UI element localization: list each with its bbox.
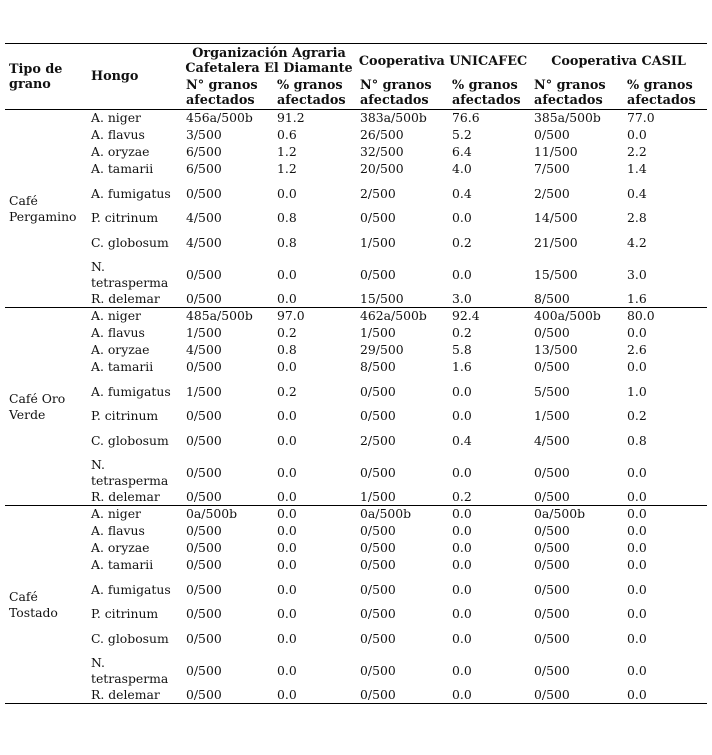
- cell-n-granos: 0/500: [186, 662, 222, 678]
- cell-n-granos: 0/500: [360, 210, 396, 225]
- cell-hongo: A. tamarii: [91, 557, 154, 572]
- cell-n-granos: 0/500: [186, 464, 222, 480]
- header-tipo-de-grano: Tipo de grano: [5, 44, 87, 110]
- cell-pct-granos: 0.4: [452, 432, 472, 448]
- table-row: [5, 523, 707, 540]
- cell-pct-granos: 0.0: [277, 606, 297, 621]
- cell-pct-granos: 92.4: [448, 308, 530, 325]
- cell-pct-granos: 0.0: [623, 506, 707, 523]
- header-n-granos: N° granos afectados: [356, 78, 448, 110]
- cell-pct-granos: 0.0: [627, 606, 647, 621]
- cell-pct-granos: 0.0: [277, 266, 297, 282]
- cell-n-granos: 0/500: [534, 606, 570, 621]
- cell-n-granos: 0/500: [360, 464, 396, 480]
- cell-pct-granos: 0.0: [277, 432, 297, 448]
- cell-n-granos: 13/500: [534, 342, 578, 357]
- table-row: [5, 110, 707, 127]
- table-row: [5, 291, 707, 308]
- cell-pct-granos: 91.2: [273, 110, 356, 127]
- cell-pct-granos: 0.0: [452, 464, 472, 480]
- header-pct-granos: % granos afectados: [448, 78, 530, 110]
- cell-n-granos: 400a/500b: [530, 308, 623, 325]
- cell-hongo: A. fumigatus: [91, 581, 171, 597]
- cell-pct-granos: 0.0: [277, 523, 297, 538]
- table-row: [5, 557, 707, 574]
- cell-pct-granos: 0.0: [273, 687, 356, 704]
- cell-n-granos: 0/500: [530, 687, 623, 704]
- cell-pct-granos: 0.0: [277, 662, 297, 678]
- header-pct-granos: % granos afectados: [623, 78, 707, 110]
- cell-n-granos: 0/500: [360, 383, 396, 399]
- cell-n-granos: 385a/500b: [530, 110, 623, 127]
- cell-n-granos: 0/500: [360, 540, 396, 555]
- cell-n-granos: 0/500: [534, 662, 570, 678]
- cell-hongo: P. citrinum: [91, 210, 159, 225]
- cell-n-granos: 7/500: [534, 161, 570, 176]
- cell-n-granos: 0/500: [360, 408, 396, 423]
- cell-pct-granos: 0.0: [623, 489, 707, 506]
- cell-pct-granos: 0.0: [277, 359, 297, 374]
- cell-hongo: C. globosum: [91, 234, 169, 250]
- cell-hongo: P. citrinum: [91, 408, 159, 423]
- cell-hongo: R. delemar: [87, 291, 182, 308]
- cell-hongo: A. flavus: [91, 127, 145, 142]
- cell-hongo: A. fumigatus: [91, 383, 171, 399]
- cell-pct-granos: 0.0: [627, 359, 647, 374]
- cell-n-granos: 1/500: [186, 325, 222, 340]
- cell-pct-granos: 0.0: [627, 540, 647, 555]
- cell-n-granos: 0/500: [186, 408, 222, 423]
- cell-n-granos: 1/500: [356, 489, 448, 506]
- table-row: [5, 540, 707, 557]
- cell-pct-granos: 0.0: [627, 464, 647, 480]
- cell-pct-granos: 0.0: [277, 630, 297, 646]
- table-header: [5, 44, 707, 110]
- cell-pct-granos: 97.0: [273, 308, 356, 325]
- cell-n-granos: 4/500: [186, 342, 222, 357]
- cell-hongo: A. flavus: [91, 325, 145, 340]
- cell-pct-granos: 1.6: [452, 359, 472, 374]
- cell-pct-granos: 6.4: [452, 144, 472, 159]
- cell-pct-granos: 1.6: [623, 291, 707, 308]
- table-row: [5, 127, 707, 144]
- cell-n-granos: 0/500: [186, 523, 222, 538]
- cell-pct-granos: 0.0: [452, 557, 472, 572]
- cell-pct-granos: 0.6: [277, 127, 297, 142]
- cell-hongo: R. delemar: [87, 687, 182, 704]
- table-row: [5, 489, 707, 506]
- cell-pct-granos: 3.0: [627, 266, 647, 282]
- cell-n-granos: 15/500: [534, 266, 578, 282]
- cell-n-granos: 1/500: [360, 325, 396, 340]
- header-hongo: Hongo: [87, 44, 182, 110]
- table-body: [5, 110, 707, 704]
- cell-pct-granos: 80.0: [623, 308, 707, 325]
- cell-pct-granos: 0.0: [273, 489, 356, 506]
- cell-pct-granos: 5.8: [452, 342, 472, 357]
- cell-n-granos: 0/500: [360, 662, 396, 678]
- cell-pct-granos: 0.0: [627, 325, 647, 340]
- table-row: [5, 425, 707, 457]
- cell-pct-granos: 0.0: [627, 630, 647, 646]
- cell-pct-granos: 0.0: [452, 581, 472, 597]
- table-row: [5, 623, 707, 655]
- cell-n-granos: 0/500: [360, 630, 396, 646]
- table-row: [5, 376, 707, 408]
- table-row: [5, 259, 707, 291]
- cell-pct-granos: 0.0: [627, 127, 647, 142]
- cell-n-granos: 32/500: [360, 144, 404, 159]
- cell-n-granos: 0/500: [186, 266, 222, 282]
- cell-pct-granos: 0.2: [627, 408, 647, 423]
- cell-hongo: A. oryzae: [91, 540, 150, 555]
- header-org-el-diamante: Organización Agraria Cafetalera El Diamante: [182, 44, 356, 79]
- cell-pct-granos: 0.2: [452, 325, 472, 340]
- cell-hongo: A. niger: [87, 506, 182, 523]
- cell-n-granos: 0/500: [534, 325, 570, 340]
- header-pct-granos: % granos afectados: [273, 78, 356, 110]
- cell-pct-granos: 1.2: [277, 144, 297, 159]
- cell-pct-granos: 0.8: [277, 234, 297, 250]
- cell-n-granos: 1/500: [534, 408, 570, 423]
- cell-pct-granos: 0.0: [627, 523, 647, 538]
- cell-n-granos: 0a/500b: [182, 506, 273, 523]
- cell-pct-granos: 0.8: [627, 432, 647, 448]
- cell-pct-granos: 0.0: [277, 185, 297, 201]
- cell-n-granos: 0/500: [534, 630, 570, 646]
- cell-n-granos: 0/500: [186, 432, 222, 448]
- cell-hongo: A. tamarii: [91, 161, 154, 176]
- cell-pct-granos: 0.0: [273, 291, 356, 308]
- cell-hongo: A. oryzae: [91, 342, 150, 357]
- cell-pct-granos: 0.0: [277, 464, 297, 480]
- cell-hongo: A. tamarii: [91, 359, 154, 374]
- table-row: [5, 408, 707, 425]
- header-n-granos: N° granos afectados: [182, 78, 273, 110]
- cell-pct-granos: 0.8: [277, 210, 297, 225]
- cell-pct-granos: 0.0: [452, 523, 472, 538]
- cell-pct-granos: 0.0: [452, 630, 472, 646]
- cell-n-granos: 0/500: [182, 687, 273, 704]
- cell-pct-granos: 0.0: [452, 408, 472, 423]
- cell-pct-granos: 0.0: [277, 540, 297, 555]
- cell-n-granos: 0a/500b: [530, 506, 623, 523]
- cell-tipo-de-grano: Café Tostado: [5, 506, 87, 704]
- cell-n-granos: 6/500: [186, 144, 222, 159]
- cell-n-granos: 14/500: [534, 210, 578, 225]
- cell-n-granos: 0a/500b: [356, 506, 448, 523]
- cell-n-granos: 0/500: [360, 606, 396, 621]
- cell-pct-granos: 5.2: [452, 127, 472, 142]
- cell-n-granos: 11/500: [534, 144, 578, 159]
- table-row: [5, 606, 707, 623]
- cell-pct-granos: 0.0: [448, 506, 530, 523]
- cell-pct-granos: 3.0: [448, 291, 530, 308]
- header-n-granos: N° granos afectados: [530, 78, 623, 110]
- table-row: [5, 210, 707, 227]
- cell-n-granos: 15/500: [356, 291, 448, 308]
- table-row: [5, 687, 707, 704]
- cell-pct-granos: 0.0: [452, 540, 472, 555]
- cell-pct-granos: 0.4: [627, 185, 647, 201]
- cell-pct-granos: 0.0: [627, 557, 647, 572]
- cell-n-granos: 3/500: [186, 127, 222, 142]
- cell-n-granos: 29/500: [360, 342, 404, 357]
- table-row: [5, 506, 707, 523]
- cell-n-granos: 485a/500b: [182, 308, 273, 325]
- cell-n-granos: 1/500: [186, 383, 222, 399]
- table-row: [5, 308, 707, 325]
- cell-pct-granos: 0.0: [627, 662, 647, 678]
- cell-n-granos: 4/500: [186, 234, 222, 250]
- cell-pct-granos: 1.4: [627, 161, 647, 176]
- cell-pct-granos: 2.2: [627, 144, 647, 159]
- cell-hongo: R. delemar: [87, 489, 182, 506]
- cell-tipo-de-grano: Café Oro Verde: [5, 308, 87, 506]
- table-row: [5, 574, 707, 606]
- cell-n-granos: 0/500: [530, 489, 623, 506]
- cell-n-granos: 0/500: [186, 185, 222, 201]
- table-row: [5, 144, 707, 161]
- cell-pct-granos: 0.0: [277, 581, 297, 597]
- cell-n-granos: 0/500: [534, 523, 570, 538]
- cell-n-granos: 0/500: [182, 291, 273, 308]
- cell-pct-granos: 2.8: [627, 210, 647, 225]
- cell-hongo: P. citrinum: [91, 606, 159, 621]
- cell-hongo: N. tetrasperma: [91, 456, 169, 488]
- cell-pct-granos: 0.0: [277, 408, 297, 423]
- table-row: [5, 359, 707, 376]
- table-row: [5, 178, 707, 210]
- cell-pct-granos: 0.0: [277, 557, 297, 572]
- cell-pct-granos: 0.4: [452, 185, 472, 201]
- cell-hongo: A. oryzae: [91, 144, 150, 159]
- table-row: [5, 655, 707, 687]
- cell-n-granos: 2/500: [534, 185, 570, 201]
- cell-pct-granos: 0.2: [277, 325, 297, 340]
- cell-hongo: C. globosum: [91, 432, 169, 448]
- cell-n-granos: 0/500: [360, 557, 396, 572]
- cell-n-granos: 456a/500b: [182, 110, 273, 127]
- cell-pct-granos: 0.0: [452, 662, 472, 678]
- cell-pct-granos: 1.2: [277, 161, 297, 176]
- cell-n-granos: 0/500: [182, 489, 273, 506]
- cell-hongo: N. tetrasperma: [91, 654, 169, 686]
- cell-hongo: A. flavus: [91, 523, 145, 538]
- cell-n-granos: 0/500: [360, 266, 396, 282]
- cell-pct-granos: 4.0: [452, 161, 472, 176]
- cell-n-granos: 0/500: [534, 540, 570, 555]
- cell-n-granos: 5/500: [534, 383, 570, 399]
- table-row: [5, 161, 707, 178]
- cell-n-granos: 4/500: [186, 210, 222, 225]
- cell-hongo: N. tetrasperma: [91, 258, 169, 290]
- table-row: [5, 457, 707, 489]
- cell-pct-granos: 0.0: [273, 506, 356, 523]
- cell-pct-granos: 1.0: [627, 383, 647, 399]
- cell-n-granos: 6/500: [186, 161, 222, 176]
- cell-n-granos: 0/500: [534, 581, 570, 597]
- cell-hongo: A. fumigatus: [91, 185, 171, 201]
- cell-pct-granos: 0.2: [448, 489, 530, 506]
- cell-n-granos: 462a/500b: [356, 308, 448, 325]
- cell-n-granos: 383a/500b: [356, 110, 448, 127]
- cell-n-granos: 0/500: [186, 557, 222, 572]
- cell-n-granos: 0/500: [186, 606, 222, 621]
- cell-n-granos: 1/500: [360, 234, 396, 250]
- cell-n-granos: 26/500: [360, 127, 404, 142]
- cell-n-granos: 20/500: [360, 161, 404, 176]
- cell-pct-granos: 0.0: [627, 581, 647, 597]
- cell-n-granos: 0/500: [186, 359, 222, 374]
- cell-hongo: A. niger: [87, 110, 182, 127]
- cell-hongo: C. globosum: [91, 630, 169, 646]
- cell-n-granos: 0/500: [534, 464, 570, 480]
- table-row: [5, 342, 707, 359]
- cell-n-granos: 0/500: [356, 687, 448, 704]
- cell-pct-granos: 2.6: [627, 342, 647, 357]
- cell-n-granos: 0/500: [534, 127, 570, 142]
- cell-pct-granos: 0.0: [452, 606, 472, 621]
- cell-pct-granos: 0.2: [452, 234, 472, 250]
- cell-pct-granos: 0.0: [452, 383, 472, 399]
- cell-n-granos: 8/500: [360, 359, 396, 374]
- cell-pct-granos: 77.0: [623, 110, 707, 127]
- cell-pct-granos: 0.0: [452, 266, 472, 282]
- table-row: [5, 325, 707, 342]
- cell-pct-granos: 0.8: [277, 342, 297, 357]
- header-org-casil: Cooperativa CASIL: [530, 44, 707, 79]
- cell-tipo-de-grano: Café Pergamino: [5, 110, 87, 308]
- header-org-unicafec: Cooperativa UNICAFEC: [356, 44, 530, 79]
- cell-n-granos: 0/500: [186, 630, 222, 646]
- cell-pct-granos: 0.0: [452, 210, 472, 225]
- cell-pct-granos: 0.0: [623, 687, 707, 704]
- cell-pct-granos: 4.2: [627, 234, 647, 250]
- cell-n-granos: 0/500: [534, 557, 570, 572]
- cell-n-granos: 2/500: [360, 185, 396, 201]
- fungi-table: [5, 43, 707, 704]
- cell-n-granos: 8/500: [530, 291, 623, 308]
- cell-pct-granos: 0.0: [448, 687, 530, 704]
- cell-n-granos: 21/500: [534, 234, 578, 250]
- cell-hongo: A. niger: [87, 308, 182, 325]
- cell-n-granos: 0/500: [186, 540, 222, 555]
- cell-n-granos: 0/500: [186, 581, 222, 597]
- cell-n-granos: 0/500: [360, 581, 396, 597]
- cell-pct-granos: 76.6: [448, 110, 530, 127]
- cell-n-granos: 2/500: [360, 432, 396, 448]
- cell-n-granos: 0/500: [360, 523, 396, 538]
- cell-n-granos: 0/500: [534, 359, 570, 374]
- table-row: [5, 227, 707, 259]
- cell-pct-granos: 0.2: [277, 383, 297, 399]
- cell-n-granos: 4/500: [534, 432, 570, 448]
